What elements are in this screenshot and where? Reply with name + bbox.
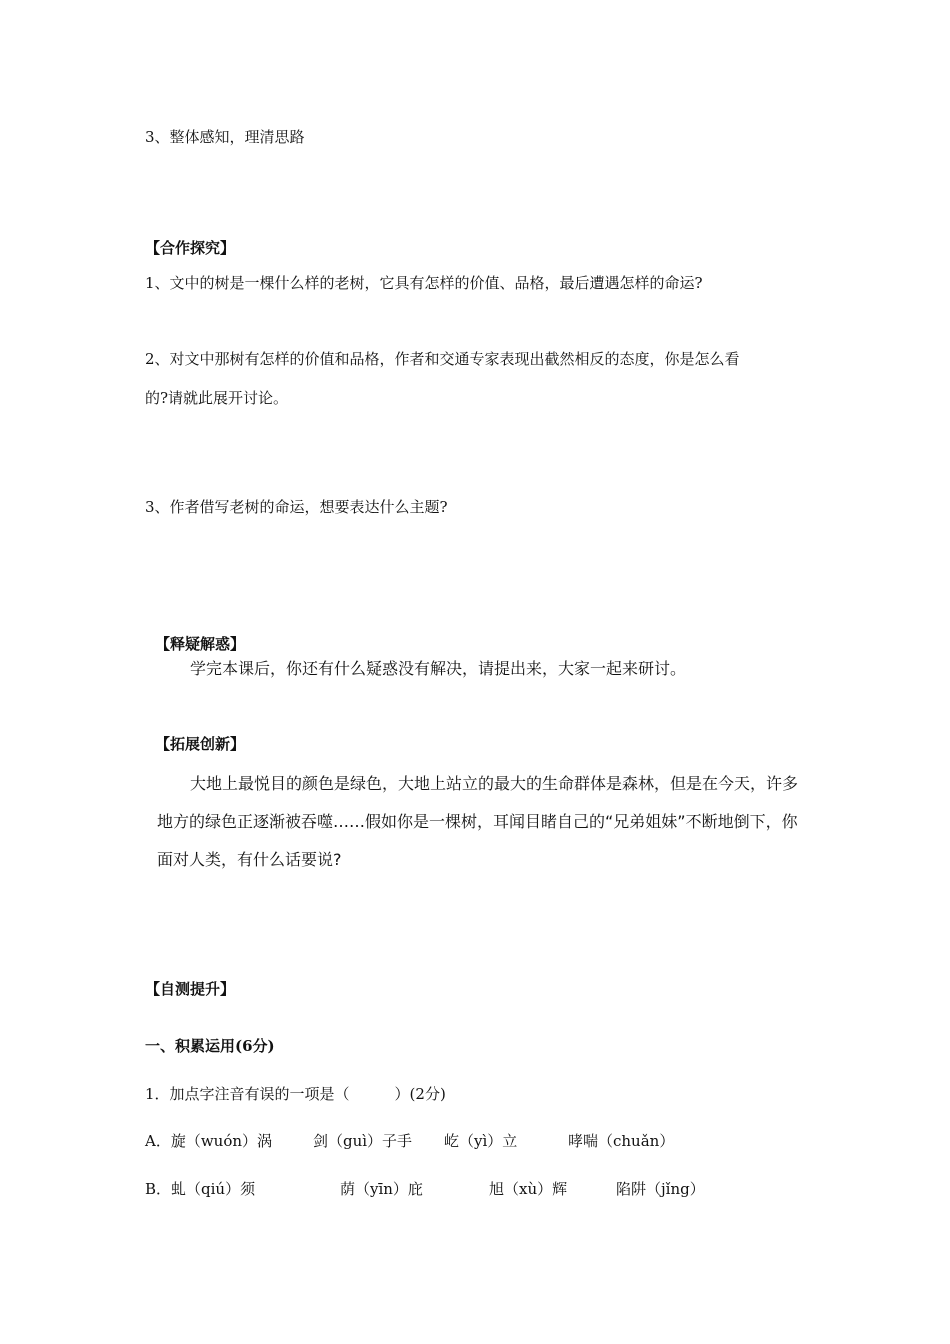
option-a-3: 屹（yì）立: [444, 1132, 518, 1150]
option-b-1: B．虬（qiú）须: [145, 1180, 256, 1198]
section-heading-tuozhan: 【拓展创新】: [155, 735, 246, 753]
test-question-1: 1．加点字注音有误的一项是（ ）(2分): [145, 1085, 446, 1103]
section-heading-hezuo: 【合作探究】: [145, 239, 236, 257]
shiyi-text: 学完本课后，你还有什么疑惑没有解决，请提出来，大家一起来研讨。: [190, 659, 687, 678]
tuozhan-line-2: 地方的绿色正逐渐被吞噬……假如你是一棵树，耳闻目睹自己的“兄弟姐妹”不断地倒下，你: [157, 812, 798, 831]
item-3: 3、整体感知，理清思路: [145, 128, 305, 146]
section-heading-shiyi: 【释疑解惑】: [155, 635, 246, 653]
option-b: [145, 1179, 705, 1199]
part-1-heading: 一、积累运用(6分): [145, 1037, 275, 1055]
question-1: 1、文中的树是一棵什么样的老树，它具有怎样的价值、品格，最后遭遇怎样的命运?: [145, 274, 703, 292]
question-2-line-2: 的?请就此展开讨论。: [145, 389, 289, 407]
section-heading-zice: 【自测提升】: [145, 980, 236, 998]
option-a-1: A．旋（wuón）涡: [145, 1132, 273, 1150]
tuozhan-line-1: 大地上最悦目的颜色是绿色，大地上站立的最大的生命群体是森林，但是在今天，许多: [190, 774, 799, 793]
option-a-2: 剑（guì）子手: [313, 1132, 413, 1150]
question-2-line-1: 2、对文中那树有怎样的价值和品格，作者和交通专家表现出截然相反的态度，你是怎么看: [145, 350, 740, 368]
option-a-4: 哮喘（chuǎn）: [568, 1132, 675, 1150]
option-a: [145, 1131, 674, 1151]
tuozhan-line-3: 面对人类，有什么话要说?: [157, 850, 342, 869]
question-3: 3、作者借写老树的命运，想要表达什么主题?: [145, 498, 448, 516]
option-b-2: 荫（yīn）庇: [340, 1180, 423, 1198]
option-b-3: 旭（xù）辉: [489, 1180, 568, 1198]
option-b-4: 陷阱（jǐng）: [616, 1180, 705, 1198]
